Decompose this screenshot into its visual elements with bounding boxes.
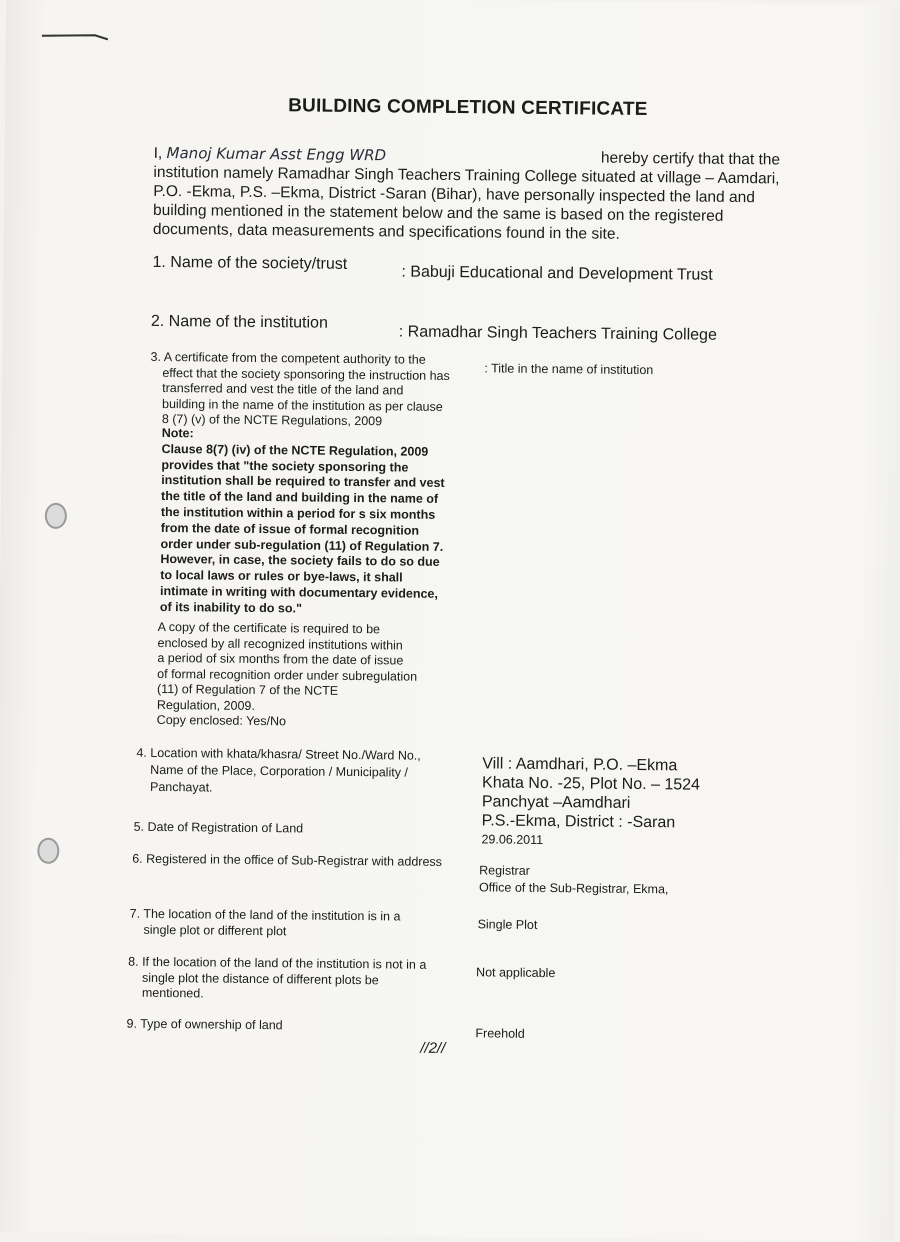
item-4-label — [136, 745, 477, 800]
label-line: transferred and vest the title of the land and — [162, 380, 404, 398]
item-number: 8. — [128, 954, 139, 969]
note-line: the institution within a period for s six months — [160, 504, 436, 522]
item-5 — [134, 820, 304, 837]
note-line: from the date of issue of formal recognition — [160, 520, 420, 538]
intro-text: institution namely Ramadhar Singh Teachers Training College situated at village – Aamdari, P.O. -Ekma, P.S. –Ekma, District -Saran (Bihar), have personally inspected the land and building mentioned in the statement below and the same is based on the registered documents, data measurements and specifications found in the site. — [152, 163, 780, 243]
item-label: Type of ownership of land — [140, 1016, 283, 1033]
note-line: However, in case, the society fails to do so due — [160, 552, 440, 570]
item-number: 9. — [126, 1016, 138, 1031]
after-note-line: Regulation, 2009. — [156, 697, 255, 713]
after-note-line: enclosed by all recognized institutions within — [157, 635, 403, 653]
label-line: Panchayat. — [149, 779, 213, 795]
item-6-value — [479, 862, 669, 898]
note-block — [160, 426, 482, 619]
value-line: Vill : Aamdhari, P.O. –Ekma — [482, 755, 678, 775]
handwritten-name: Manoj Kumar Asst Engg WRD — [166, 144, 387, 165]
item-2 — [151, 313, 328, 332]
note-line: the title of the land and building in the name of — [160, 489, 439, 507]
label-line: mentioned. — [141, 985, 204, 1001]
label-line: effect that the society sponsoring the instruction has — [162, 365, 450, 383]
item-number: 5. — [133, 819, 145, 834]
value-line: P.S.-Ekma, District : -Saran — [481, 812, 676, 832]
item-label: Name of the society/trust — [170, 254, 348, 273]
note-line: provides that "the society sponsoring the — [161, 457, 409, 475]
item-9-value: Freehold — [475, 1026, 525, 1041]
note-line: institution shall be required to transfer and vest — [161, 473, 445, 491]
item-1 — [152, 254, 347, 273]
label-line: Location with khata/khasra/ Street No./Ward No., — [150, 745, 421, 763]
pen-stroke-mark — [40, 30, 110, 43]
item-number: 2. — [150, 312, 165, 330]
item-8-label — [128, 955, 473, 1005]
punch-hole-icon — [37, 838, 59, 864]
document-title: BUILDING COMPLETION CERTIFICATE — [288, 95, 648, 121]
punch-hole-icon — [45, 503, 67, 529]
item-1-value: : Babuji Educational and Development Trust — [401, 263, 713, 284]
after-note-line: a period of six months from the date of issue — [157, 650, 404, 668]
label-line: 8 (7) (v) of the NCTE Regulations, 2009 — [161, 411, 383, 429]
label-line: single plot the distance of different plots be — [141, 970, 379, 987]
intro-prefix: I, — [153, 144, 163, 162]
label-line: The location of the land of the institution is in a — [143, 906, 401, 924]
item-4-value — [482, 754, 701, 832]
item-number: 7. — [129, 906, 141, 921]
item-3-value: : Title in the name of institution — [484, 361, 654, 378]
item-7-label — [129, 907, 469, 942]
value-line: Office of the Sub-Registrar, Ekma, — [478, 880, 669, 897]
item-5-value: 29.06.2011 — [481, 832, 544, 847]
item-number: 3. — [150, 349, 162, 364]
item-label: Registered in the office of Sub-Registrar with address — [146, 851, 443, 869]
note-heading: Note: — [161, 425, 194, 441]
note-line: Clause 8(7) (iv) of the NCTE Regulation, 2009 — [161, 441, 429, 459]
note-line: intimate in writing with documentary evidence, — [160, 583, 438, 601]
item-2-value: : Ramadhar Singh Teachers Training College — [398, 323, 717, 344]
item-number: 1. — [152, 253, 166, 272]
item-3-label — [150, 350, 491, 431]
label-line: Name of the Place, Corporation / Municipality / — [150, 762, 409, 780]
after-note-line: Copy enclosed: Yes/No — [156, 712, 287, 729]
item-9 — [126, 1017, 282, 1034]
item-6 — [132, 852, 442, 871]
item-number: 6. — [132, 851, 143, 866]
value-line: Khata No. -25, Plot No. – 1524 — [481, 774, 701, 794]
page-marker: //2// — [420, 1039, 446, 1057]
label-line: If the location of the land of the institution is not in a — [142, 954, 427, 972]
after-note-block — [157, 620, 458, 732]
intro-line1: hereby certify that that the — [600, 149, 781, 169]
note-line: order under sub-regulation (11) of Regulation 7. — [160, 536, 444, 554]
value-line: Panchyat –Aamdhari — [481, 793, 631, 812]
note-line: to local laws or rules or bye-laws, it shall — [160, 568, 403, 585]
after-note-line: of formal recognition order under subregulation — [157, 666, 418, 684]
intro-paragraph — [153, 144, 782, 246]
label-line: A certificate from the competent authority to the — [163, 349, 426, 367]
item-label: Name of the institution — [168, 313, 328, 332]
value-line: Registrar — [479, 863, 530, 878]
after-note-line: (11) of Regulation 7 of the NCTE — [156, 681, 339, 698]
note-line: of its inability to do so." — [159, 599, 303, 616]
label-line: single plot or different plot — [143, 922, 287, 938]
item-7-value: Single Plot — [477, 917, 538, 932]
item-label: Date of Registration of Land — [147, 819, 304, 836]
item-8-value: Not applicable — [476, 965, 556, 981]
label-line: building in the name of the institution as per clause — [161, 396, 443, 414]
item-number: 4. — [136, 745, 147, 760]
after-note-line: A copy of the certificate is required to be — [157, 619, 381, 637]
